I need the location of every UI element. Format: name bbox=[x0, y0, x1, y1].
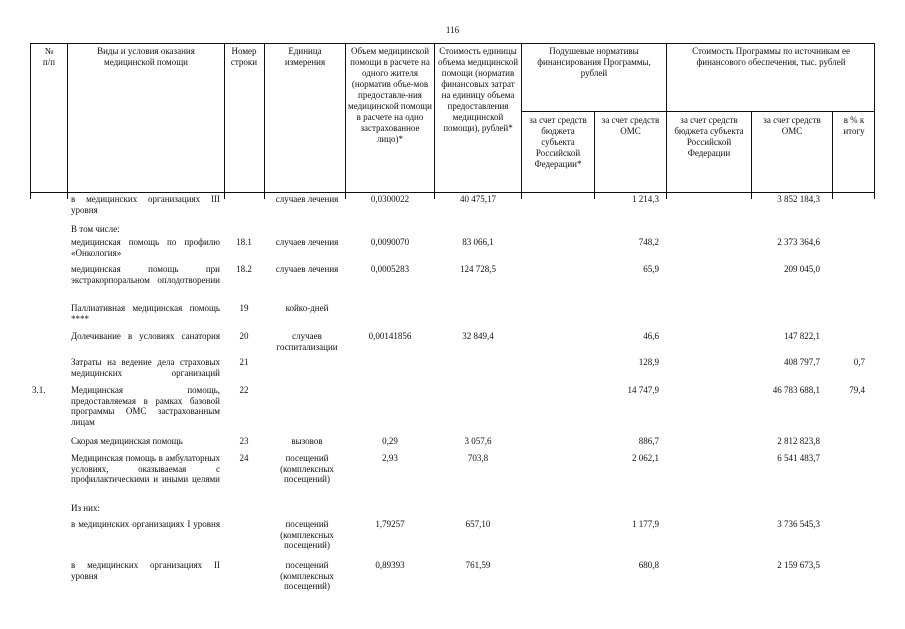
body-column-line bbox=[874, 193, 875, 199]
row-12-pc-oms: 1 177,9 bbox=[632, 519, 659, 529]
row-3-volume: 0,0090070 bbox=[370, 237, 410, 247]
header-divider bbox=[521, 43, 522, 193]
row-3-cost: 83 066,1 bbox=[462, 237, 494, 247]
row-5-unit: койко-дней bbox=[285, 303, 329, 313]
row-7-line: 21 bbox=[239, 357, 249, 367]
header-divider bbox=[434, 43, 435, 193]
row-12-volume: 1,79257 bbox=[375, 519, 405, 529]
row-4-pr-oms: 209 045,0 bbox=[784, 264, 820, 274]
row-6-pc-oms: 46,6 bbox=[643, 331, 659, 341]
row-12-cost: 657,10 bbox=[465, 519, 491, 529]
row-10-cost: 703,8 bbox=[467, 453, 489, 463]
row-10-kind: Медицинская помощь в амбулаторных условиях, оказываемая с профилактическими и иными целями bbox=[71, 453, 220, 485]
row-13-pr-oms: 2 159 673,5 bbox=[777, 560, 820, 570]
row-1-kind: в медицинских организациях III уровня bbox=[71, 194, 220, 215]
row-1-pr-oms: 3 852 184,3 bbox=[777, 194, 820, 204]
row-8-line: 22 bbox=[239, 385, 249, 395]
body-column-line bbox=[30, 193, 31, 199]
row-6-line: 20 bbox=[239, 331, 249, 341]
row-10-pr-oms: 6 541 483,7 bbox=[777, 453, 820, 463]
header-line: Номер строки bbox=[230, 46, 258, 67]
row-8-kind: Медицинская помощь, предоставляемая в рамках базовой программы ОМС застрахованным лицам bbox=[71, 385, 220, 427]
body-column-line bbox=[751, 193, 752, 199]
header-pc-budget: за счет средств бюджета субъекта Российской Федерации* bbox=[529, 115, 587, 169]
header-border-left bbox=[30, 43, 31, 193]
body-column-line bbox=[345, 193, 346, 199]
header-divider bbox=[751, 111, 752, 193]
header-pr-pct: в % к итогу bbox=[843, 115, 865, 136]
row-11-kind: Из них: bbox=[71, 503, 100, 513]
row-1-pc-oms: 1 214,3 bbox=[632, 194, 659, 204]
header-divider bbox=[594, 111, 595, 193]
body-column-line bbox=[434, 193, 435, 199]
row-4-kind: медицинская помощь при экстракорпоральном оплодотворении bbox=[71, 264, 220, 285]
row-7-pct: 0,7 bbox=[853, 357, 865, 367]
header-divider bbox=[67, 43, 68, 193]
header-cost: Стоимость единицы объема медицинской помощи (норматив финансовых затрат на единицу объема предоставления медицинской помощи), рублей* bbox=[437, 46, 519, 133]
row-7-kind: Затраты на ведение дела страховых медицинских организаций bbox=[71, 357, 220, 378]
header-per-capita: Подушевые нормативы финансирования Программы, рублей bbox=[537, 46, 651, 78]
row-8-pct: 79,4 bbox=[849, 385, 865, 395]
row-8-num: 3.1. bbox=[32, 385, 46, 395]
row-3-kind: медицинская помощь по профилю «Онкология» bbox=[71, 237, 220, 258]
row-13-kind: в медицинских организациях II уровня bbox=[71, 560, 220, 581]
row-13-unit: посещений (комплексных посещений) bbox=[280, 560, 334, 592]
header-divider bbox=[832, 111, 833, 193]
row-3-unit: случаев лечения bbox=[275, 237, 339, 247]
row-3-line: 18.1 bbox=[236, 237, 252, 247]
row-4-unit: случаев лечения bbox=[275, 264, 339, 274]
row-6-cost: 32 849,4 bbox=[462, 331, 494, 341]
body-column-line bbox=[264, 193, 265, 199]
row-12-kind: в медицинских организациях I уровня bbox=[71, 519, 220, 529]
header-subdivider bbox=[521, 111, 875, 112]
header-divider bbox=[345, 43, 346, 193]
header-pc-oms: за счет средств ОМС bbox=[601, 115, 660, 136]
row-9-pc-oms: 886,7 bbox=[638, 436, 659, 446]
header-divider bbox=[224, 43, 225, 193]
row-3-pc-oms: 748,2 bbox=[638, 237, 659, 247]
row-6-volume: 0,00141856 bbox=[368, 331, 412, 341]
row-9-unit: вызовов bbox=[291, 436, 323, 446]
row-12-unit: посещений (комплексных посещений) bbox=[280, 519, 334, 551]
header-num: № п/п bbox=[42, 46, 56, 67]
row-5-line: 19 bbox=[239, 303, 249, 313]
body-column-line bbox=[594, 193, 595, 199]
row-13-cost: 761,59 bbox=[465, 560, 491, 570]
row-4-pc-oms: 65,9 bbox=[643, 264, 659, 274]
row-9-pr-oms: 2 812 823,8 bbox=[777, 436, 820, 446]
row-10-line: 24 bbox=[239, 453, 249, 463]
row-8-pc-oms: 14 747,9 bbox=[627, 385, 659, 395]
row-13-pc-oms: 680,8 bbox=[638, 560, 659, 570]
header-border-top bbox=[30, 43, 875, 44]
row-6-unit: случаев госпитализации bbox=[276, 331, 338, 352]
row-13-volume: 0,89393 bbox=[375, 560, 405, 570]
row-7-pr-oms: 408 797,7 bbox=[784, 357, 820, 367]
row-2-kind: В том числе: bbox=[71, 224, 120, 234]
header-unit: Единица измерения bbox=[284, 46, 326, 67]
row-12-pr-oms: 3 736 545,3 bbox=[777, 519, 820, 529]
body-column-line bbox=[224, 193, 225, 199]
row-10-unit: посещений (комплексных посещений) bbox=[280, 453, 334, 485]
body-column-line bbox=[521, 193, 522, 199]
row-1-cost: 40 475,17 bbox=[460, 194, 496, 204]
row-4-cost: 124 728,5 bbox=[460, 264, 496, 274]
row-9-line: 23 bbox=[239, 436, 249, 446]
table-body bbox=[30, 193, 875, 629]
row-9-kind: Скорая медицинская помощь bbox=[71, 436, 183, 446]
header-border-right bbox=[874, 43, 875, 193]
row-1-unit: случаев лечения bbox=[275, 194, 339, 204]
row-10-pc-oms: 2 062,1 bbox=[632, 453, 659, 463]
row-10-volume: 2,93 bbox=[382, 453, 398, 463]
header-pr-oms: за счет средств ОМС bbox=[763, 115, 821, 136]
header-divider bbox=[666, 43, 667, 193]
row-4-line: 18.2 bbox=[236, 264, 252, 274]
header-divider bbox=[264, 43, 265, 193]
row-5-kind: Паллиативная медицинская помощь **** bbox=[71, 303, 220, 324]
header-program-cost: Стоимость Программы по источникам ее финансового обеспечения, тыс. рублей bbox=[692, 46, 850, 67]
body-column-line bbox=[832, 193, 833, 199]
header-kind: Виды и условия оказания медицинской помощи bbox=[97, 46, 195, 67]
body-column-line bbox=[666, 193, 667, 199]
header-volume: Объем медицинской помощи в расчете на одного жителя (норматив объе-мов предоставле-ния медицинской помощи в расчете на одно застрахованное лицо)* bbox=[348, 46, 432, 144]
row-6-kind: Долечивание в условиях санатория bbox=[71, 331, 220, 341]
row-3-pr-oms: 2 373 364,6 bbox=[777, 237, 820, 247]
table-header bbox=[30, 43, 875, 193]
row-4-volume: 0,0005283 bbox=[370, 264, 410, 274]
row-8-pr-oms: 46 783 688,1 bbox=[772, 385, 820, 395]
row-7-pc-oms: 128,9 bbox=[638, 357, 659, 367]
row-9-cost: 3 057,6 bbox=[464, 436, 492, 446]
body-column-line bbox=[67, 193, 68, 199]
row-1-volume: 0,0300022 bbox=[370, 194, 410, 204]
header-pr-budget: за счет средств бюджета субъекта Российской Федерации bbox=[674, 115, 744, 158]
row-9-volume: 0,29 bbox=[382, 436, 398, 446]
row-6-pr-oms: 147 822,1 bbox=[784, 331, 820, 341]
page-number: 116 bbox=[445, 25, 460, 35]
